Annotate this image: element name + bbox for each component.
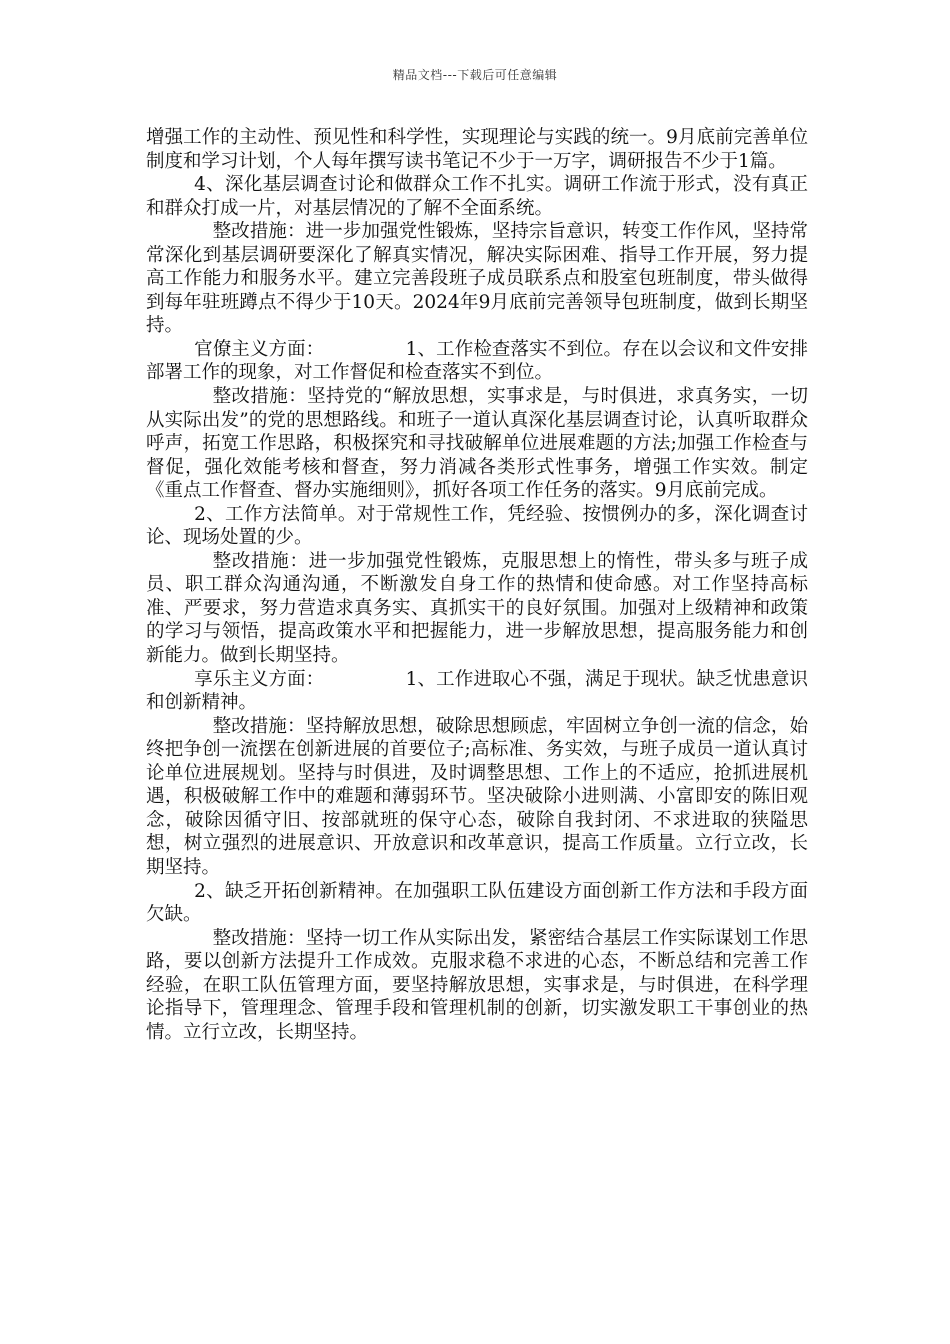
paragraph-measure-1: 整改措施：进一步加强党性锻炼，坚持宗旨意识，转变工作作风，坚持常常深化到基层调研要深化了解真实情况，解决实际困难、指导工作开展，努力提高工作能力和服务水平。建立完善段班子成员联系点和股室包班制度，带头做得到每年驻班蹲点不得少于10天。2024年9月底前完善领导包班制度，做到长期坚持。 [146,221,808,337]
issue-bureaucratism-1: 1、工作检查落实不到位。存在以会议和文件安排部署工作的现象，对工作督促和检查落实不到位。 [146,338,808,384]
paragraph-measure-4: 整改措施：坚持解放思想，破除思想顾虑，牢固树立争创一流的信念，始终把争创一流摆在创新进展的首要位子;高标准、务实效，与班子成员一道认真讨论单位进展规划。坚持与时俱进，及时调整思想、工作上的不适应，抢抓进展机遇，积极破解工作中的难题和薄弱环节。坚决破除小进则满、小富即安的陈旧观念，破除因循守旧、按部就班的保守心态，破除自我封闭、不求进取的狭隘思想，树立强烈的进展意识、开放意识和改革意识，提高工作质量。立行立改，长期坚持。 [146,715,808,878]
paragraph-issue-2-methods: 2、工作方法简单。对于常规性工作，凭经验、按惯例办的多，深化调查讨论、现场处置的少。 [146,503,808,549]
section-heading-hedonism: 享乐主义方面： [194,668,325,690]
issue-hedonism-1: 1、工作进取心不强，满足于现状。缺乏忧患意识和创新精神。 [146,668,808,714]
paragraph-bureaucratism [146,338,808,385]
paragraph-measure-5: 整改措施：坚持一切工作从实际出发，紧密结合基层工作实际谋划工作思路，要以创新方法提升工作成效。克服求稳不求进的心态，不断总结和完善工作经验，在职工队伍管理方面，要坚持解放思想，实事求是，与时俱进，在科学理论指导下，管理理念、管理手段和管理机制的创新，切实激发职工干事创业的热情。立行立改，长期坚持。 [146,927,808,1043]
page-header: 精品文档---下载后可任意编辑 [392,68,558,82]
section-heading-bureaucratism: 官僚主义方面： [194,338,325,360]
paragraph-issue-2-innovation: 2、缺乏开拓创新精神。在加强职工队伍建设方面创新工作方法和手段方面欠缺。 [146,880,808,926]
paragraph-continuation: 增强工作的主动性、预见性和科学性，实现理论与实践的统一。9月底前完善单位制度和学习计划，个人每年撰写读书笔记不少于一万字，调研报告不少于1篇。 [146,127,808,172]
paragraph-hedonism [146,668,808,715]
paragraph-measure-3: 整改措施：进一步加强党性锻炼，克服思想上的惰性，带头多与班子成员、职工群众沟通沟通，不断激发自身工作的热情和使命感。对工作坚持高标准、严要求，努力营造求真务实、真抓实干的良好氛围。加强对上级精神和政策的学习与领悟，提高政策水平和把握能力，进一步解放思想，提高服务能力和创新能力。做到长期坚持。 [146,550,808,667]
paragraph-issue-4: 4、深化基层调查讨论和做群众工作不扎实。调研工作流于形式，没有真正和群众打成一片，对基层情况的了解不全面系统。 [146,174,808,219]
document-body [146,126,808,1044]
paragraph-measure-2: 整改措施：坚持党的“解放思想，实事求是，与时俱进，求真务实，一切从实际出发”的党的思想路线。和班子一道认真深化基层调查讨论，认真听取群众呼声，拓宽工作思路，积极探究和寻找破解单位进展难题的方法;加强工作检查与督促，强化效能考核和督查，努力消减各类形式性事务，增强工作实效。制定《重点工作督查、督办实施细则》，抓好各项工作任务的落实。9月底前完成。 [146,386,808,502]
